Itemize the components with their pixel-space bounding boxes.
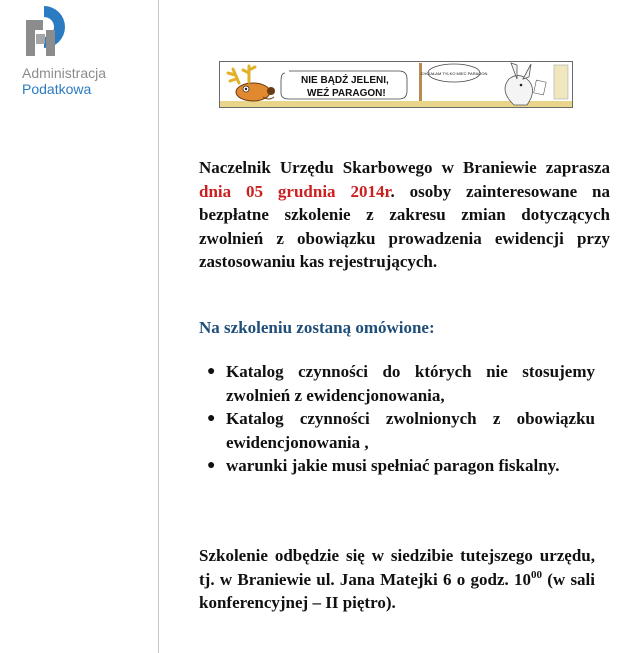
list-item (203, 454, 595, 478)
list-item (203, 407, 595, 454)
banner-slogan-line2: WEŹ PARAGON! (307, 88, 386, 99)
invitation-text-end: . osoby zainteresowane na bezpłatne szkolenie z zakresu zmian dotyczących zwolnień z obowiązku prowadzenia ewidencji przy zastosowaniu kas rejestrujących. (199, 181, 610, 271)
bullet-icon: ● (207, 364, 216, 379)
sidebar (0, 0, 158, 653)
location-text: Szkolenie odbędzie się w siedzibie tutejszego urzędu, tj. w Braniewie ul. Jana Matejki 6 o godz. 10 (199, 546, 595, 589)
bullet-icon: ● (207, 458, 216, 473)
location-text-end: (w sali konferencyjnej – II piętro). (199, 569, 596, 612)
logo-line-podatkowa: Podatkowa (22, 81, 92, 97)
topic-text: Katalog czynności zwolnionych z obowiązku ewidencjonowania , (226, 409, 595, 452)
campaign-banner (219, 61, 573, 108)
banner-slogan-line1: NIE BĄDŹ JELENI, (301, 75, 389, 86)
location-paragraph (199, 544, 595, 615)
bullet-icon: ● (207, 411, 216, 426)
topics-heading: Na szkoleniu zostaną omówione: (199, 318, 435, 337)
invitation-paragraph (199, 156, 610, 274)
sidebar-divider (158, 0, 159, 653)
speech-bubble-text: CHCIAŁAM TYLKO MIEĆ PARAGON (420, 71, 488, 76)
hour-superscript: 00 (531, 568, 542, 581)
list-item (203, 360, 595, 407)
topic-text: warunki jakie musi spełniać paragon fiskalny. (226, 456, 560, 475)
logo-text (22, 65, 106, 97)
administracja-podatkowa-logo-icon (22, 4, 70, 60)
invitation-text-start: Naczelnik Urzędu Skarbowego w Braniewie zaprasza (199, 158, 610, 177)
topics-list (203, 360, 595, 478)
event-date: dnia 05 grudnia 2014r (199, 181, 391, 201)
logo-line-administracja: Administracja (22, 65, 107, 81)
topic-text: Katalog czynności do których nie stosujemy zwolnień z ewidencjonowania, (226, 362, 595, 405)
